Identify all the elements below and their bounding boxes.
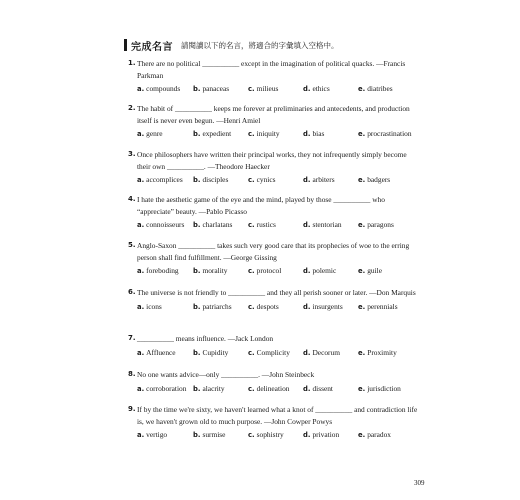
option-b[interactable]: b. Cupidity [193,347,229,357]
question-text: Once philosophers have written their principal works, they not infrequently simply become their own __________. —Theodore Haecker [137,150,407,171]
question-number: 9. [128,405,136,413]
question-number: 6. [128,288,136,296]
option-e[interactable]: e. procrastination [358,129,412,138]
option-d[interactable]: d. stentorian [303,220,342,229]
option-e[interactable]: e. guile [358,266,382,275]
question-text: The habit of __________ keeps me forever at preliminaries and antecedents, and production itself is never even begun. —Henri Amiel [137,104,410,125]
option-a[interactable]: a. compounds [137,84,181,93]
option-a[interactable]: a. corroboration [137,383,187,393]
section-title: 完成名言 [131,41,173,53]
section-header [124,38,339,52]
options-row [137,383,420,394]
option-e[interactable]: e. perennials [358,301,398,311]
question-number: 8. [128,370,136,378]
option-e[interactable]: e. badgers [358,175,391,184]
question-number: 7. [128,334,136,342]
option-c[interactable]: c. sophistry [248,430,284,439]
option-b[interactable]: b. disciples [193,175,229,184]
option-e[interactable]: e. Proximity [358,347,397,357]
option-a[interactable]: a. foreboding [137,266,179,275]
option-d[interactable]: d. privation [303,430,340,439]
question-number: 4. [128,195,136,203]
option-b[interactable]: b. alacrity [193,383,225,393]
option-b[interactable]: b. expedient [193,129,232,138]
option-c[interactable]: c. milieus [248,84,279,93]
option-c[interactable]: c. Complicity [248,347,290,357]
option-b[interactable]: b. panaceas [193,84,230,93]
question-number: 3. [128,150,136,158]
question-8 [128,369,420,394]
option-a[interactable]: a. icons [137,301,162,311]
option-e[interactable]: e. paragons [358,220,394,229]
option-b[interactable]: b. patriarchs [193,301,232,311]
options-row [137,347,420,358]
option-d[interactable]: d. dissent [303,383,333,393]
question-text: I hate the aesthetic game of the eye and the mind, played by those __________ who “appreciate” beauty. —Pablo Picasso [137,195,385,216]
options-row [137,128,420,139]
section-instruction: 請閱讀以下的名言，將適合的字彙填入空格中。 [181,40,339,50]
question-9 [128,404,420,440]
option-d[interactable]: d. arbiters [303,175,335,184]
question-1 [128,58,420,94]
option-e[interactable]: e. jurisdiction [358,383,401,393]
option-d[interactable]: d. polemic [303,266,337,275]
option-a[interactable]: a. genre [137,129,163,138]
question-number: 1. [128,59,136,67]
options-row [137,219,420,230]
options-row [137,174,420,185]
option-d[interactable]: d. bias [303,129,325,138]
question-5 [128,240,420,276]
option-b[interactable]: b. morality [193,266,228,275]
option-d[interactable]: d. Decorum [303,347,340,357]
question-2 [128,103,420,139]
option-b[interactable]: b. charlatans [193,220,233,229]
question-3 [128,149,420,185]
question-text: No one wants advice—only __________. —John Steinbeck [137,370,315,379]
option-e[interactable]: e. paradox [358,430,392,439]
question-7 [128,333,420,358]
options-row [137,429,420,440]
question-text: There are no political __________ except in the imagination of political quacks. —Francis Parkman [137,59,406,80]
question-6 [128,287,420,312]
option-c[interactable]: c. cynics [248,175,276,184]
question-number: 2. [128,104,136,112]
option-c[interactable]: c. protocol [248,266,282,275]
question-text: Anglo-Saxon __________ takes such very good care that its prophecies of woe to the erring person shall find fulfillment. —George Gissing [137,241,410,262]
question-number: 5. [128,241,136,249]
options-row [137,265,420,276]
option-c[interactable]: c. rustics [248,220,276,229]
page-number: 309 [414,479,425,487]
question-text: The universe is not friendly to __________ and they all perish sooner or later. —Don Marquis [137,288,416,297]
option-a[interactable]: a. accomplices [137,175,183,184]
option-a[interactable]: a. connoisseurs [137,220,185,229]
options-row [137,83,420,94]
question-text: If by the time we're sixty, we haven't learned what a knot of __________ and contradiction life is, we haven't grown old to much purpose. —John Cowper Powys [137,405,418,426]
question-text: __________ means influence. —Jack London [137,334,274,343]
option-b[interactable]: b. surmise [193,430,226,439]
question-4 [128,194,420,230]
option-c[interactable]: c. delineation [248,383,290,393]
option-c[interactable]: c. despots [248,301,279,311]
option-c[interactable]: c. iniquity [248,129,280,138]
option-a[interactable]: a. vertigo [137,430,168,439]
options-row [137,301,420,312]
option-d[interactable]: d. ethics [303,84,330,93]
header-marker [124,39,127,51]
option-a[interactable]: a. Affluence [137,347,176,357]
option-d[interactable]: d. insurgents [303,301,343,311]
option-e[interactable]: e. diatribes [358,84,393,93]
